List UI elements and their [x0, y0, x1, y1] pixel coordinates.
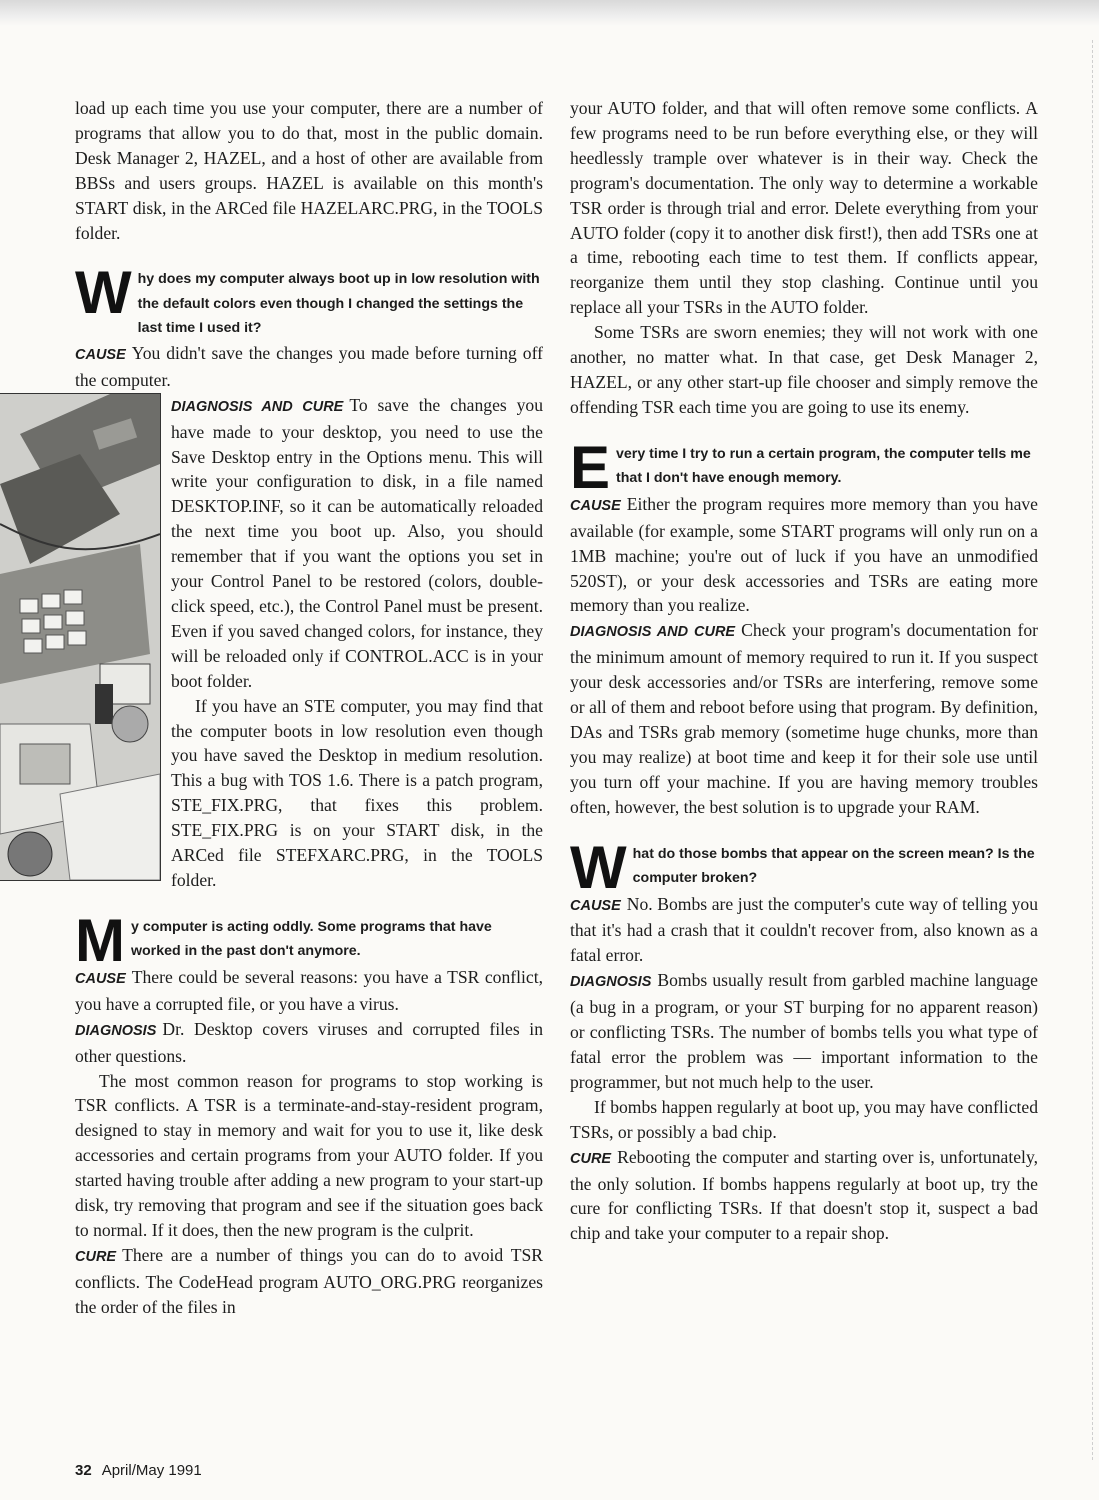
cure-paragraph: CURE There are a number of things you can do to avoid TSR conflicts. The CodeHead program AUTO_ORG.PRG reorganizes the order of the files in	[75, 1244, 543, 1317]
top-scan-band	[0, 0, 1099, 26]
question-text: hy does my computer always boot up in low resolution with the default colors even though I changed the settings the last time I used it?	[137, 271, 540, 337]
drop-cap: M	[75, 914, 125, 965]
cure-label: CURE	[75, 1248, 117, 1265]
cause-label: CAUSE	[570, 497, 621, 514]
page-number: 32	[75, 1462, 92, 1479]
diagnosis-paragraph: DIAGNOSIS Dr. Desktop covers viruses and corrupted files in other questions.	[75, 1018, 543, 1066]
right-column	[570, 96, 1038, 1246]
drop-cap: W	[570, 841, 627, 892]
continued-paragraph: your AUTO folder, and that will often remove some conflicts. A few programs need to be run before everything else, or they will heedlessly trample over whatever is in their way. Check the program's documentation. The only way to determine a workable TSR order is through trial and error. Delete everything from your AUTO folder (copy it to another disk first!), then add TSRs one at a time, rebooting each time to test them. If conflicts appear, reorganize them until they stop clashing. Continue until you replace all your TSRs in the AUTO folder.	[570, 98, 1038, 318]
issue-date: April/May 1991	[101, 1462, 202, 1479]
question-text: very time I try to run a certain program, the computer tells me that I don't have enough memory.	[616, 445, 1031, 487]
desk-photo-illustration	[0, 394, 160, 880]
question-boot-resolution	[75, 267, 543, 341]
question-text: hat do those bombs that appear on the screen mean? Is the computer broken?	[632, 845, 1035, 887]
diagnosis-cure-label: DIAGNOSIS AND CURE	[171, 398, 344, 415]
question-memory	[570, 442, 1038, 492]
diagnosis-label: DIAGNOSIS	[570, 974, 652, 991]
cause-paragraph: CAUSE Either the program requires more memory than you have available (for example, some START programs will only run on a 1MB machine; you're out of luck if you have an unmodified 520ST), or your desk accessories and TSRs are eating more memory than you realize.	[570, 493, 1038, 616]
diagnosis-paragraph: DIAGNOSIS Bombs usually result from garbled machine language (a bug in a program, or your ST burping for no apparent reason) or conflicting TSRs. The number of bombs tells you what type of fatal error the problem was — important information to the programmer, but not much help to the user.	[570, 970, 1038, 1092]
cause-paragraph: CAUSE There could be several reasons: you have a TSR conflict, you have a corrupted file, or you have a virus.	[75, 966, 543, 1014]
drop-cap: E	[570, 441, 611, 492]
question-text: y computer is acting oddly. Some programs that have worked in the past don't anymore.	[130, 918, 492, 960]
question-bombs	[570, 842, 1038, 892]
bombs-boot-paragraph: If bombs happen regularly at boot up, you may have conflicted TSRs, or possibly a bad chip.	[570, 1096, 1038, 1142]
enemies-paragraph: Some TSRs are sworn enemies; they will not work with one another, no matter what. In that case, get Desk Manager 2, HAZEL, or any other start-up file chooser and simply remove the offending TSR each time you are going to use its enemy.	[570, 322, 1038, 417]
desk-photo	[0, 393, 161, 881]
cause-label: CAUSE	[75, 970, 126, 987]
question-acting-oddly	[75, 915, 543, 965]
cause-paragraph: CAUSE No. Bombs are just the computer's cute way of telling you that it's had a crash that it couldn't recover from, also known as a fatal error.	[570, 893, 1038, 966]
diagnosis-cure-paragraph: DIAGNOSIS AND CURE To save the changes you have made to your desktop, you need to use the Save Desktop entry in the Options menu. This will write your configuration to disk, in a file named DESKTOP.INF, so it can be automatically reloaded the next time you boot up. Also, you should remember that if you want the options you set in your Control Panel to be restored (colors, double-click speed, etc.), the Control Panel must be present. Even if you saved changed colors, for instance, they will be reloaded only if CONTROL.ACC is in your boot folder.	[171, 394, 543, 691]
cause-paragraph: CAUSE You didn't save the changes you made before turning off the computer.	[75, 342, 543, 390]
page-edge	[1092, 40, 1094, 1460]
cause-label: CAUSE	[75, 346, 126, 363]
diagnosis-cure-paragraph: DIAGNOSIS AND CURE Check your program's documentation for the minimum amount of memory required to run it. If you suspect your desk accessories and/or TSRs are interfering, remove some or all of them and reboot before using that program. By definition, DAs and TSRs grab memory (sometime huge chunks, more than you may realize) at boot time and keep it for their sole use until you turn off your machine. If you are having memory troubles often, however, the best solution is to upgrade your RAM.	[570, 620, 1039, 817]
drop-cap: W	[75, 267, 132, 327]
left-column	[75, 96, 543, 1320]
diagnosis-label: DIAGNOSIS	[75, 1022, 157, 1039]
cause-label: CAUSE	[570, 897, 621, 914]
intro-paragraph: load up each time you use your computer, there are a number of programs that allow you to do that, most in the public domain. Desk Manager 2, HAZEL, and a host of other are available from BBSs and users groups. HAZEL is available on this month's START disk, in the ARCed file HAZELARC.PRG, in the TOOLS folder.	[75, 98, 543, 243]
cure-paragraph: CURE Rebooting the computer and starting over is, unfortunately, the only solution. If bombs happens regularly at boot up, try the cure for conflicting TSRs. If that doesn't stop it, suspect a bad chip and take your computer to a repair shop.	[570, 1146, 1038, 1244]
cure-label: CURE	[570, 1150, 612, 1167]
page-footer	[75, 1462, 202, 1479]
tsr-paragraph: The most common reason for programs to stop working is TSR conflicts. A TSR is a terminate-and-stay-resident program, designed to stay in memory and wait for you to use it, like desk accessories and certain programs from your AUTO folder. If you started having trouble after adding a new program to your start-up disk, try removing that program and see if the situation goes back to normal. If it does, then the new program is the culprit.	[75, 1070, 543, 1240]
diagnosis-cure-label: DIAGNOSIS AND CURE	[570, 624, 736, 641]
ste-paragraph: If you have an STE computer, you may find that the computer boots in low resolution even though you have saved the Desktop in medium resolution. This a bug with TOS 1.6. There is a patch program, STE_FIX.PRG, that fixes this problem. STE_FIX.PRG is on your START disk, in the ARCed file STEFXARC.PRG, in the TOOLS folder.	[171, 695, 543, 890]
